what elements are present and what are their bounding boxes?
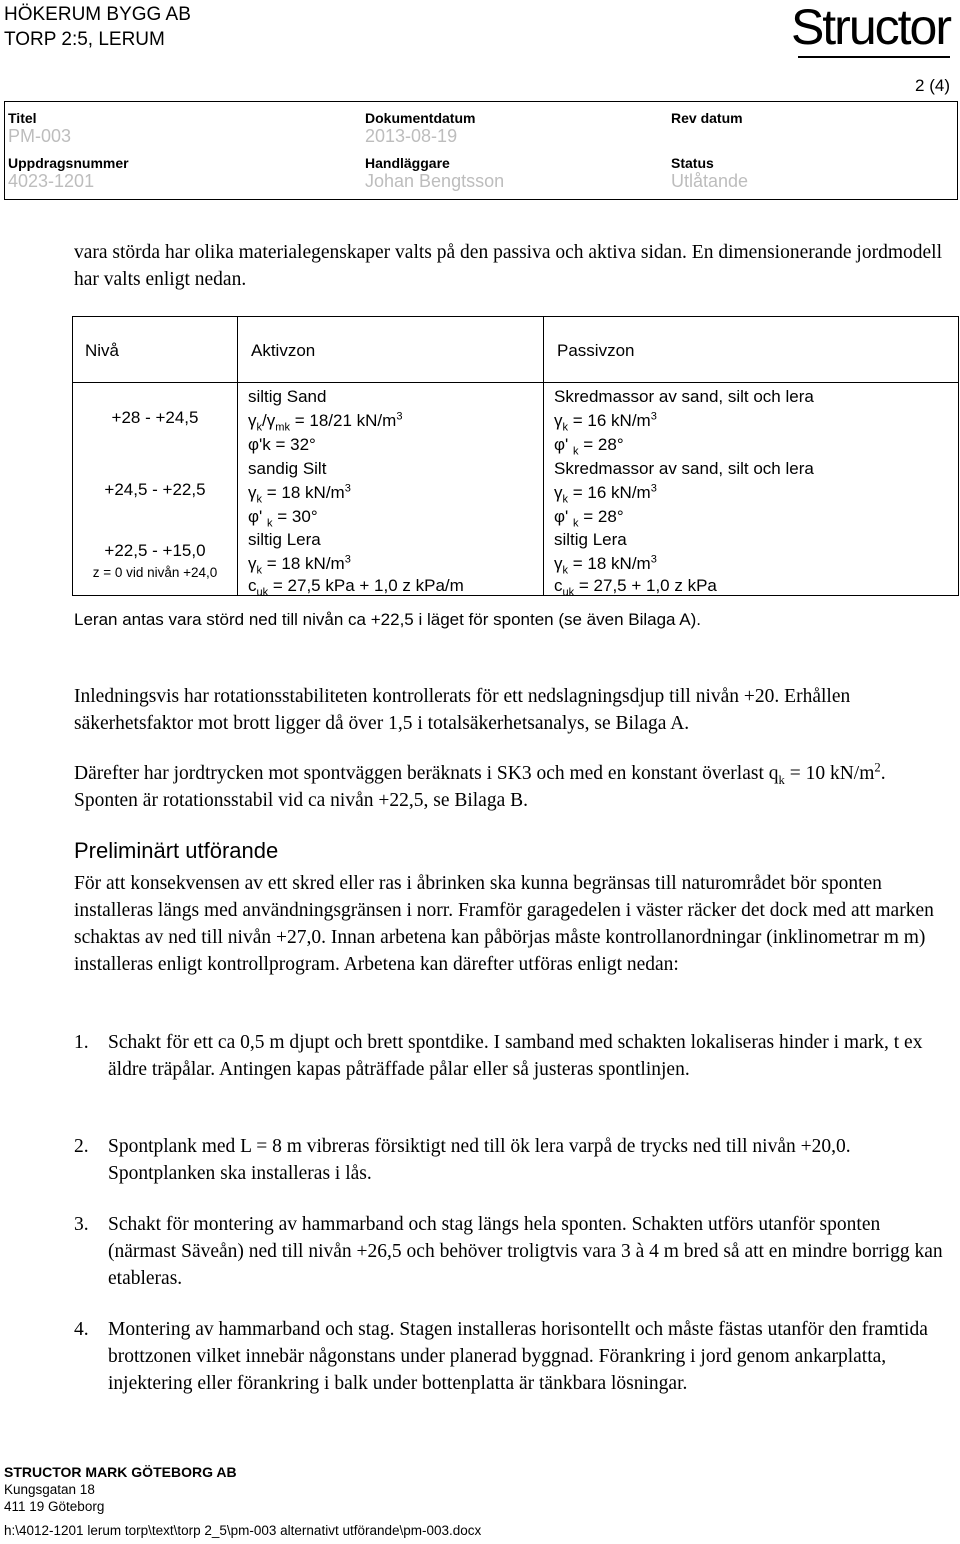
meta-value-document-date: 2013-08-19 [365, 126, 458, 146]
passive-friction-angle: φ' $_k$ = 28° [554, 507, 624, 530]
step-number: 2. [74, 1136, 89, 1157]
meta-label-handler: Handläggare [365, 155, 450, 171]
passive-soil-type: Skredmassor av sand, silt och lera [554, 387, 814, 406]
active-friction-angle: φ'k = 32° [248, 435, 316, 454]
logo-underline [798, 56, 950, 58]
meta-value-handler: Johan Bengtsson [365, 171, 505, 191]
meta-label-status: Status [671, 155, 714, 171]
table-header-divider [73, 382, 958, 383]
soil-model-table [72, 316, 959, 599]
passive-unit-weight: $\gamma_k = 18$ $kN/m^3$ [554, 553, 657, 577]
company-name: HÖKERUM BYGG AB [4, 4, 191, 25]
step-text: Montering av hammarband och stag. Stagen installeras horisontellt och måste fästas utanför den framtida brottzonen vilket innebär någonstans under planerad byggnad. Förankring i jord genom ankarplatta, injektering eller förankring i balk under bottenplatta är tänkbara lösningar. [108, 1319, 928, 1394]
active-soil-type: siltig Lera [248, 530, 321, 549]
active-soil-type: siltig Sand [248, 387, 327, 406]
passive-soil-type: siltig Lera [554, 530, 627, 549]
step-number: 4. [74, 1319, 89, 1340]
passive-unit-weight: $\gamma_k = 16$ $kN/m^3$ [554, 482, 657, 506]
table-column-divider [237, 317, 238, 595]
page-number: 2 (4) [915, 76, 950, 95]
footer-city: 411 19 Göteborg [4, 1499, 105, 1514]
table-note: Leran antas vara störd ned till nivån ca +22,5 i läget för sponten (se även Bilaga A). [74, 610, 702, 629]
footer-file-path: h:\4012-1201 lerum torp\text\torp 2_5\pm-003 alternativt utförande\pm-003.docx [4, 1523, 482, 1538]
step-text: Spontplank med L = 8 m vibreras försiktigt ned till ök lera varpå de trycks ned till nivån +20,0. Spontplanken ska installeras i lås. [108, 1136, 851, 1184]
active-soil-type: sandig Silt [248, 459, 327, 478]
level-cell: +22,5 - +15,0 [104, 541, 206, 560]
intro-paragraph: vara störda har olika materialegenskaper valts på den passiva och aktiva sidan. En dimensionerande jordmodell har valts enligt nedan. [74, 242, 942, 290]
meta-label-document-date: Dokumentdatum [365, 110, 476, 126]
meta-label-rev-date: Rev datum [671, 110, 743, 126]
table-header-active-zone: Aktivzon [251, 341, 316, 360]
table-header-level: Nivå [85, 341, 120, 360]
meta-label-assignment-number: Uppdragsnummer [8, 155, 129, 171]
meta-label-title: Titel [8, 110, 37, 126]
project-name: TORP 2:5, LERUM [4, 29, 165, 50]
meta-value-assignment-number: 4023-1201 [8, 171, 95, 191]
level-note: z = 0 vid nivån +24,0 [92, 565, 218, 580]
table-header-passive-zone: Passivzon [557, 341, 635, 360]
meta-value-title: PM-003 [8, 126, 72, 146]
paragraph-rotation-stability: Inledningsvis har rotationsstabiliteten kontrollerats för ett nedslagningsdjup till nivån +20. Erhållen säkerhetsfaktor mot brott ligger då över 1,5 i totalsäkerhetsanalys, se Bilaga A. [74, 686, 851, 734]
footer-company: STRUCTOR MARK GÖTEBORG AB [4, 1464, 237, 1480]
paragraph-earth-pressure: Därefter har jordtrycken mot spontväggen beräknats i SK3 och med en konstant överlast $q_k = 10$ $kN/m^2$. Sponten är rotationsstabil vid ca nivån +22,5, se Bilaga B. [74, 760, 886, 811]
step-text: Schakt för ett ca 0,5 m djupt och brett spontdike. I samband med schakten lokaliseras hinder i mark, t ex äldre träpålar. Antingen kapas påträffade pålar eller så justeras spontlinjen. [108, 1032, 923, 1080]
step-number: 3. [74, 1214, 89, 1235]
active-friction-angle: φ' $_k$ = 30° [248, 507, 318, 530]
passive-undrained-shear-strength: $c_{uk} = 27,5 + 1,0$ z kPa [554, 576, 717, 599]
step-number: 1. [74, 1032, 89, 1053]
section-heading: Preliminärt utförande [74, 838, 279, 863]
passive-friction-angle: φ' $_k$ = 28° [554, 435, 624, 458]
active-unit-weight: $\gamma_k = 18$ $kN/m^3$ [248, 553, 351, 577]
meta-value-status: Utlåtande [671, 171, 749, 191]
passive-soil-type: Skredmassor av sand, silt och lera [554, 459, 814, 478]
passive-unit-weight: $\gamma_k = 16$ $kN/m^3$ [554, 410, 657, 434]
section-paragraph: För att konsekvensen av ett skred eller ras i åbrinken ska kunna begränsas till naturområdet bör sponten installeras längs med användningsgränsen i norr. Framför garagedelen i väster räcker det dock med att marken schaktas av ned till nivån +27,0. Innan arbetena kan påbörjas måste kontrollanordningar (inklinometrar m m) installeras enligt kontrollprogram. Arbetena kan därefter utföras enligt nedan: [74, 873, 934, 975]
level-cell: +24,5 - +22,5 [104, 480, 206, 499]
table-column-divider [543, 317, 544, 595]
level-cell: +28 - +24,5 [111, 408, 199, 427]
step-text: Schakt för montering av hammarband och stag längs hela sponten. Schakten utförs utanför sponten (närmast Säveån) ned till nivån +26,5 och behöver troligtvis vara 3 à 4 m bred så att en mindre borrigg kan etableras. [108, 1214, 943, 1289]
active-unit-weight: $\gamma_k/\gamma_{mk} = 18/21$ $kN/m^3$ [248, 410, 403, 434]
active-unit-weight: $\gamma_k = 18$ $kN/m^3$ [248, 482, 351, 506]
active-undrained-shear-strength: $c_{uk} = 27,5$ kPa + 1,0 z kPa/m [248, 576, 464, 599]
structor-logo: Structor [790, 0, 950, 55]
footer-street: Kungsgatan 18 [4, 1482, 95, 1497]
